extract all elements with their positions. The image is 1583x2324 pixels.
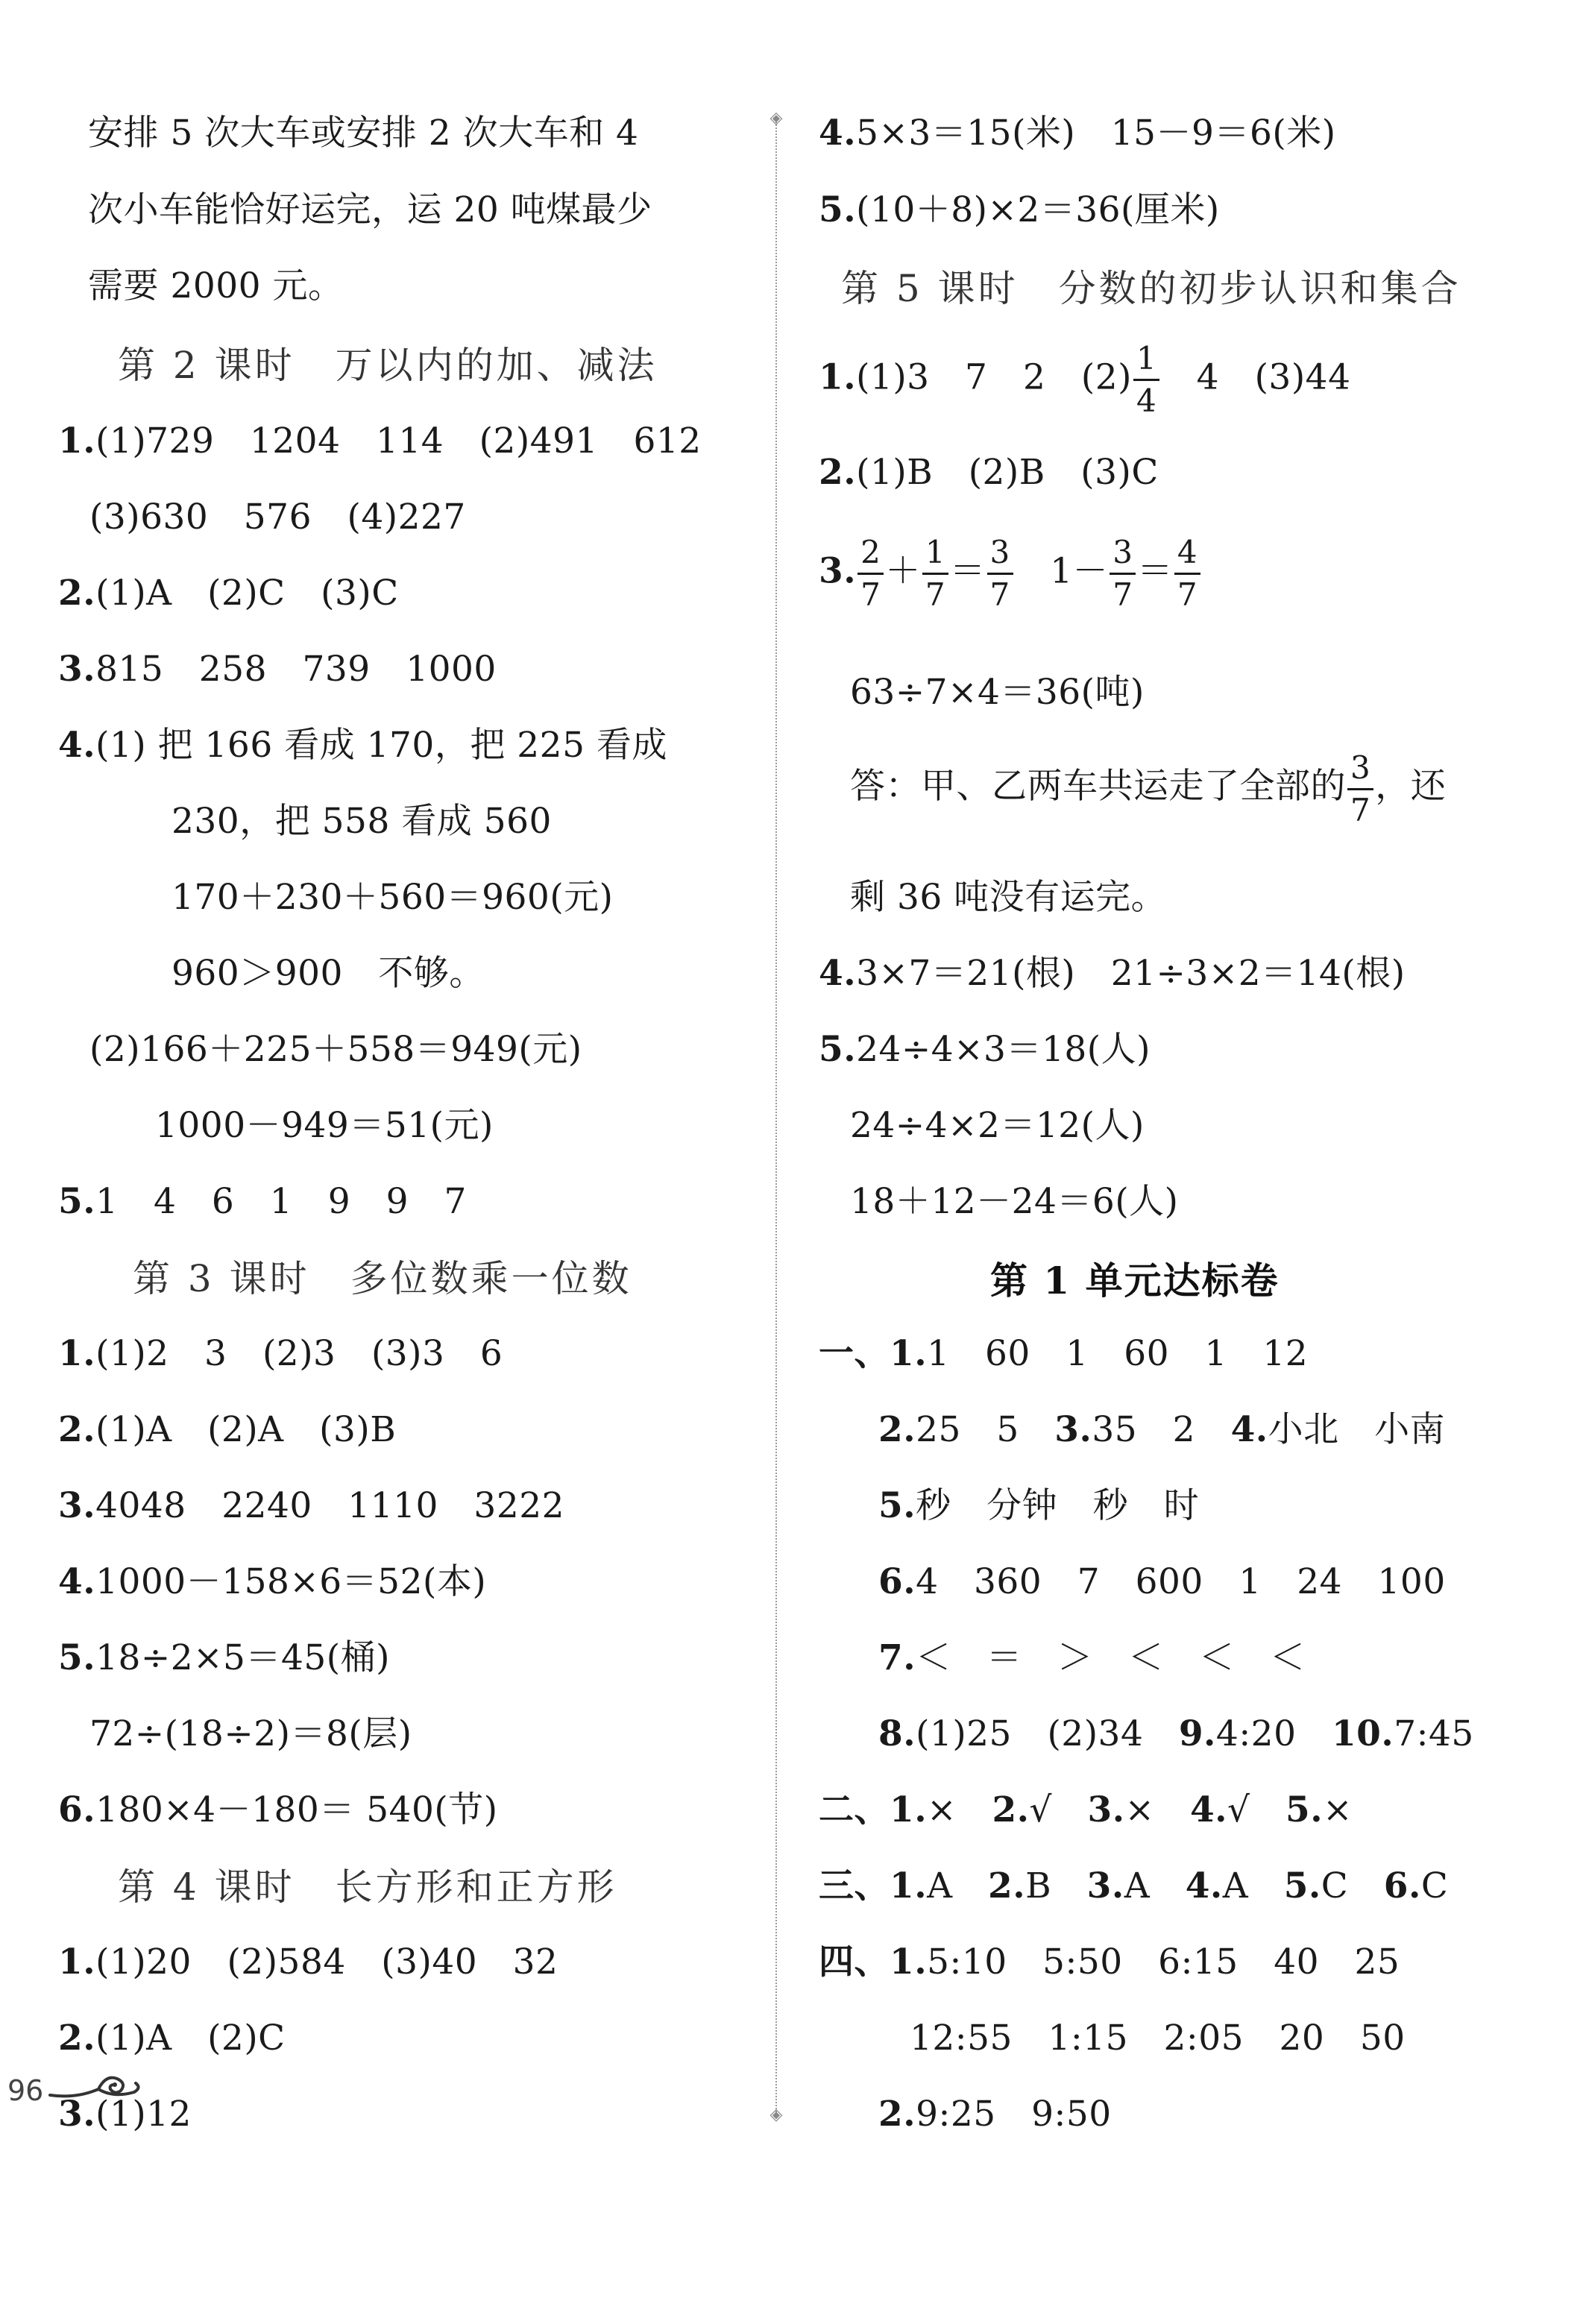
answer-line: 5.1 4 6 1 9 9 7 [58, 1181, 467, 1222]
answer-line: 24÷4×2＝12(人) [850, 1105, 1145, 1146]
answer-line: 2.9:25 9:50 [878, 2094, 1112, 2135]
answer-line: 12:55 1:15 2:05 20 50 [910, 2018, 1406, 2059]
answer-line: 剩 36 吨没有运完。 [850, 877, 1167, 918]
answer-line: 63÷7×4＝36(吨) [850, 672, 1145, 713]
fraction: $\frac{4}{7}$ [1174, 537, 1200, 611]
answer-line: 2.(1)A (2)C (3)C [58, 573, 399, 614]
fraction: $\frac{3}{7}$ [1347, 752, 1373, 826]
cloud-ornament-icon [46, 2065, 143, 2103]
fraction: $\frac{1}{4}$ [1133, 343, 1159, 417]
answer-line: 三、1.A 2.B 3.A 4.A 5.C 6.C [819, 1865, 1449, 1906]
intro-line: 安排 5 次大车或安排 2 次大车和 4 [88, 113, 639, 154]
answer-line: 5.(10＋8)×2＝36(厘米) [819, 189, 1220, 230]
answer-line: 18＋12－24＝6(人) [850, 1181, 1179, 1222]
answer-line: 6.180×4－180＝ 540(节) [58, 1789, 498, 1830]
answer-line: 72÷(18÷2)＝8(层) [89, 1713, 412, 1754]
answer-line: 3. $\frac{2}{7}$ ＋ $\frac{1}{7}$ ＝ $\frac{3}{7}$ 1－ $\frac{3}{7}$ ＝ $\frac{4}{7}$ [819, 537, 1202, 604]
answer-line: 四、1.5:10 5:50 6:15 40 25 [819, 1942, 1400, 1983]
fraction: $\frac{3}{7}$ [1110, 537, 1136, 611]
answer-line: 3.4048 2240 1110 3222 [58, 1485, 565, 1526]
answer-line: 2.25 5 3.35 2 4.小北 小南 [878, 1409, 1446, 1450]
answer-line: 7.＜ ＝ ＞ ＜ ＜ ＜ [878, 1637, 1306, 1678]
intro-line: 次小车能恰好运完，运 20 吨煤最少 [88, 189, 652, 230]
lesson-2-title: 第 2 课时 万以内的加、减法 [118, 344, 658, 387]
fraction: $\frac{3}{7}$ [987, 537, 1013, 611]
answer-line: 2.(1)A (2)C [58, 2018, 286, 2059]
answer-line: 1.(1)20 (2)584 (3)40 32 [58, 1942, 558, 1983]
column-divider [775, 119, 777, 2117]
answer-line: 5.秒 分钟 秒 时 [878, 1485, 1200, 1526]
answer-line: 8.(1)25 (2)34 9.4:20 10.7:45 [878, 1713, 1474, 1754]
answer-line: 4.3×7＝21(根) 21÷3×2＝14(根) [819, 953, 1406, 994]
lesson-4-title: 第 4 课时 长方形和正方形 [118, 1865, 617, 1909]
answer-line: (2)166＋225＋558＝949(元) [89, 1029, 582, 1070]
fraction: $\frac{2}{7}$ [857, 537, 884, 611]
answer-line: 5.24÷4×3＝18(人) [819, 1029, 1151, 1070]
unit-1-title: 第 1 单元达标卷 [990, 1259, 1280, 1303]
answer-line: 2.(1)A (2)A (3)B [58, 1409, 397, 1450]
answer-line: 1.(1)729 1204 114 (2)491 612 [58, 421, 702, 462]
answer-line: 4.1000－158×6＝52(本) [58, 1561, 487, 1602]
lesson-3-title: 第 3 课时 多位数乘一位数 [133, 1257, 632, 1300]
diamond-ornament-icon: ◈ [770, 109, 783, 127]
answer-line: 1.(1)3 7 2 (2) $\frac{1}{4}$ 4 (3)44 [819, 340, 1351, 419]
lesson-5-title: 第 5 课时 分数的初步认识和集合 [841, 267, 1461, 310]
answer-line: 4.5×3＝15(米) 15－9＝6(米) [819, 113, 1336, 154]
answer-line: 5.18÷2×5＝45(桶) [58, 1637, 390, 1678]
answer-line: 170＋230＋560＝960(元) [171, 877, 614, 918]
answer-line: 3.815 258 739 1000 [58, 649, 497, 690]
answer-line: 960＞900 不够。 [171, 953, 485, 994]
answer-line: 二、1.× 2.√ 3.× 4.√ 5.× [819, 1789, 1353, 1830]
diamond-ornament-icon: ◈ [770, 2106, 783, 2124]
answer-line: 230，把 558 看成 560 [171, 801, 552, 842]
answer-line: 2.(1)B (2)B (3)C [819, 452, 1159, 493]
intro-line: 需要 2000 元。 [88, 265, 344, 306]
answer-line: 1.(1)2 3 (2)3 (3)3 6 [58, 1333, 503, 1374]
answer-line: 答：甲、乙两车共运走了全部的 $\frac{3}{7}$ ，还 [850, 749, 1447, 828]
answer-line: 3.(1)12 [58, 2094, 192, 2135]
answer-line: (3)630 576 (4)227 [89, 497, 466, 538]
answer-line: 一、1.1 60 1 60 1 12 [819, 1333, 1309, 1374]
answer-line: 1000－949＝51(元) [155, 1105, 494, 1146]
answer-line: 6.4 360 7 600 1 24 100 [878, 1561, 1446, 1602]
page-number: 96 [7, 2074, 44, 2107]
fraction: $\frac{1}{7}$ [922, 537, 948, 611]
answer-line: 4.(1) 把 166 看成 170，把 225 看成 [58, 725, 667, 766]
